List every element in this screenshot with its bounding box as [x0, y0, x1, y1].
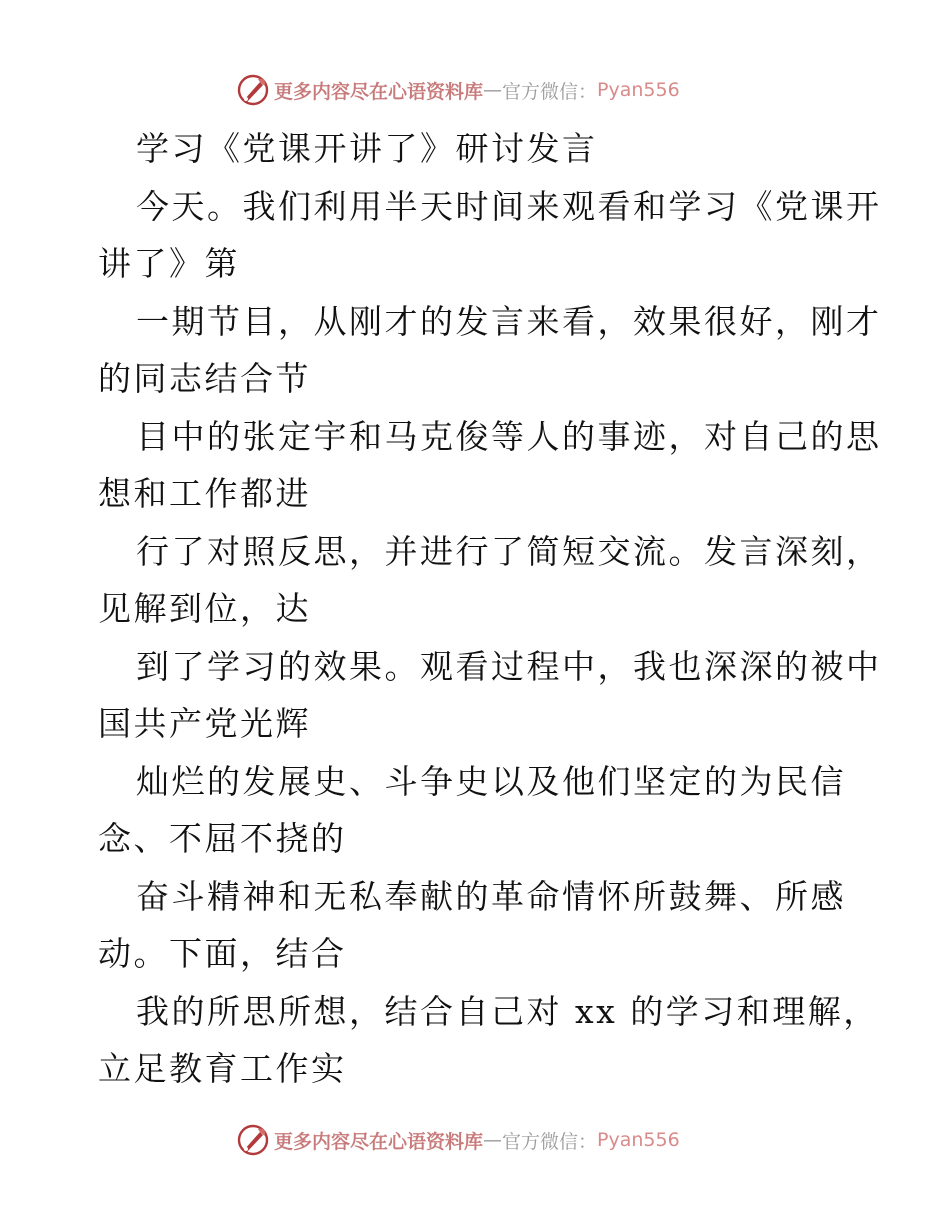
text-line: 奋斗精神和无私奉献的革命情怀所鼓舞、所感 [136, 876, 846, 916]
text-line: 今天。我们利用半天时间来观看和学习《党课开 [136, 186, 882, 226]
document-body [98, 120, 882, 1098]
quill-logo-icon [236, 1123, 270, 1157]
text-line: 立足教育工作实 [98, 1049, 347, 1088]
watermark-contact-id: Pyan556 [597, 1129, 680, 1151]
watermark-contact-label: 官方微信： [502, 1130, 598, 1153]
watermark-contact-label: 官方微信： [502, 80, 598, 103]
text-line: 讲了》第 [98, 244, 240, 283]
text-line: 我的所思所想，结合自己对 xx 的学习和理解， [136, 991, 879, 1031]
text-line: 一期节目，从刚才的发言来看，效果很好，刚才 [136, 301, 882, 341]
text-line: 想和工作都进 [98, 474, 311, 513]
text-line: 动。下面，结合 [98, 934, 347, 973]
text-line: 到了学习的效果。观看过程中，我也深深的被中 [136, 646, 882, 686]
header-watermark [236, 72, 680, 108]
document-title: 学习《党课开讲了》研讨发言 [136, 129, 598, 168]
text-line: 目中的张定宇和马克俊等人的事迹，对自己的思 [136, 416, 882, 456]
watermark-separator: — [483, 79, 503, 101]
watermark-contact-id: Pyan556 [597, 79, 680, 101]
footer-watermark [236, 1122, 680, 1158]
text-line: 行了对照反思，并进行了简短交流。发言深刻， [136, 531, 882, 571]
text-line: 见解到位，达 [98, 589, 311, 628]
watermark-separator: — [483, 1129, 503, 1151]
watermark-text: 更多内容尽在心语资料库 [274, 1130, 484, 1153]
quill-logo-icon [236, 73, 270, 107]
watermark-text: 更多内容尽在心语资料库 [274, 80, 484, 103]
text-line: 的同志结合节 [98, 359, 311, 398]
text-line: 灿烂的发展史、斗争史以及他们坚定的为民信 [136, 761, 846, 801]
text-line: 念、不屈不挠的 [98, 819, 347, 858]
text-line: 国共产党光辉 [98, 704, 311, 743]
